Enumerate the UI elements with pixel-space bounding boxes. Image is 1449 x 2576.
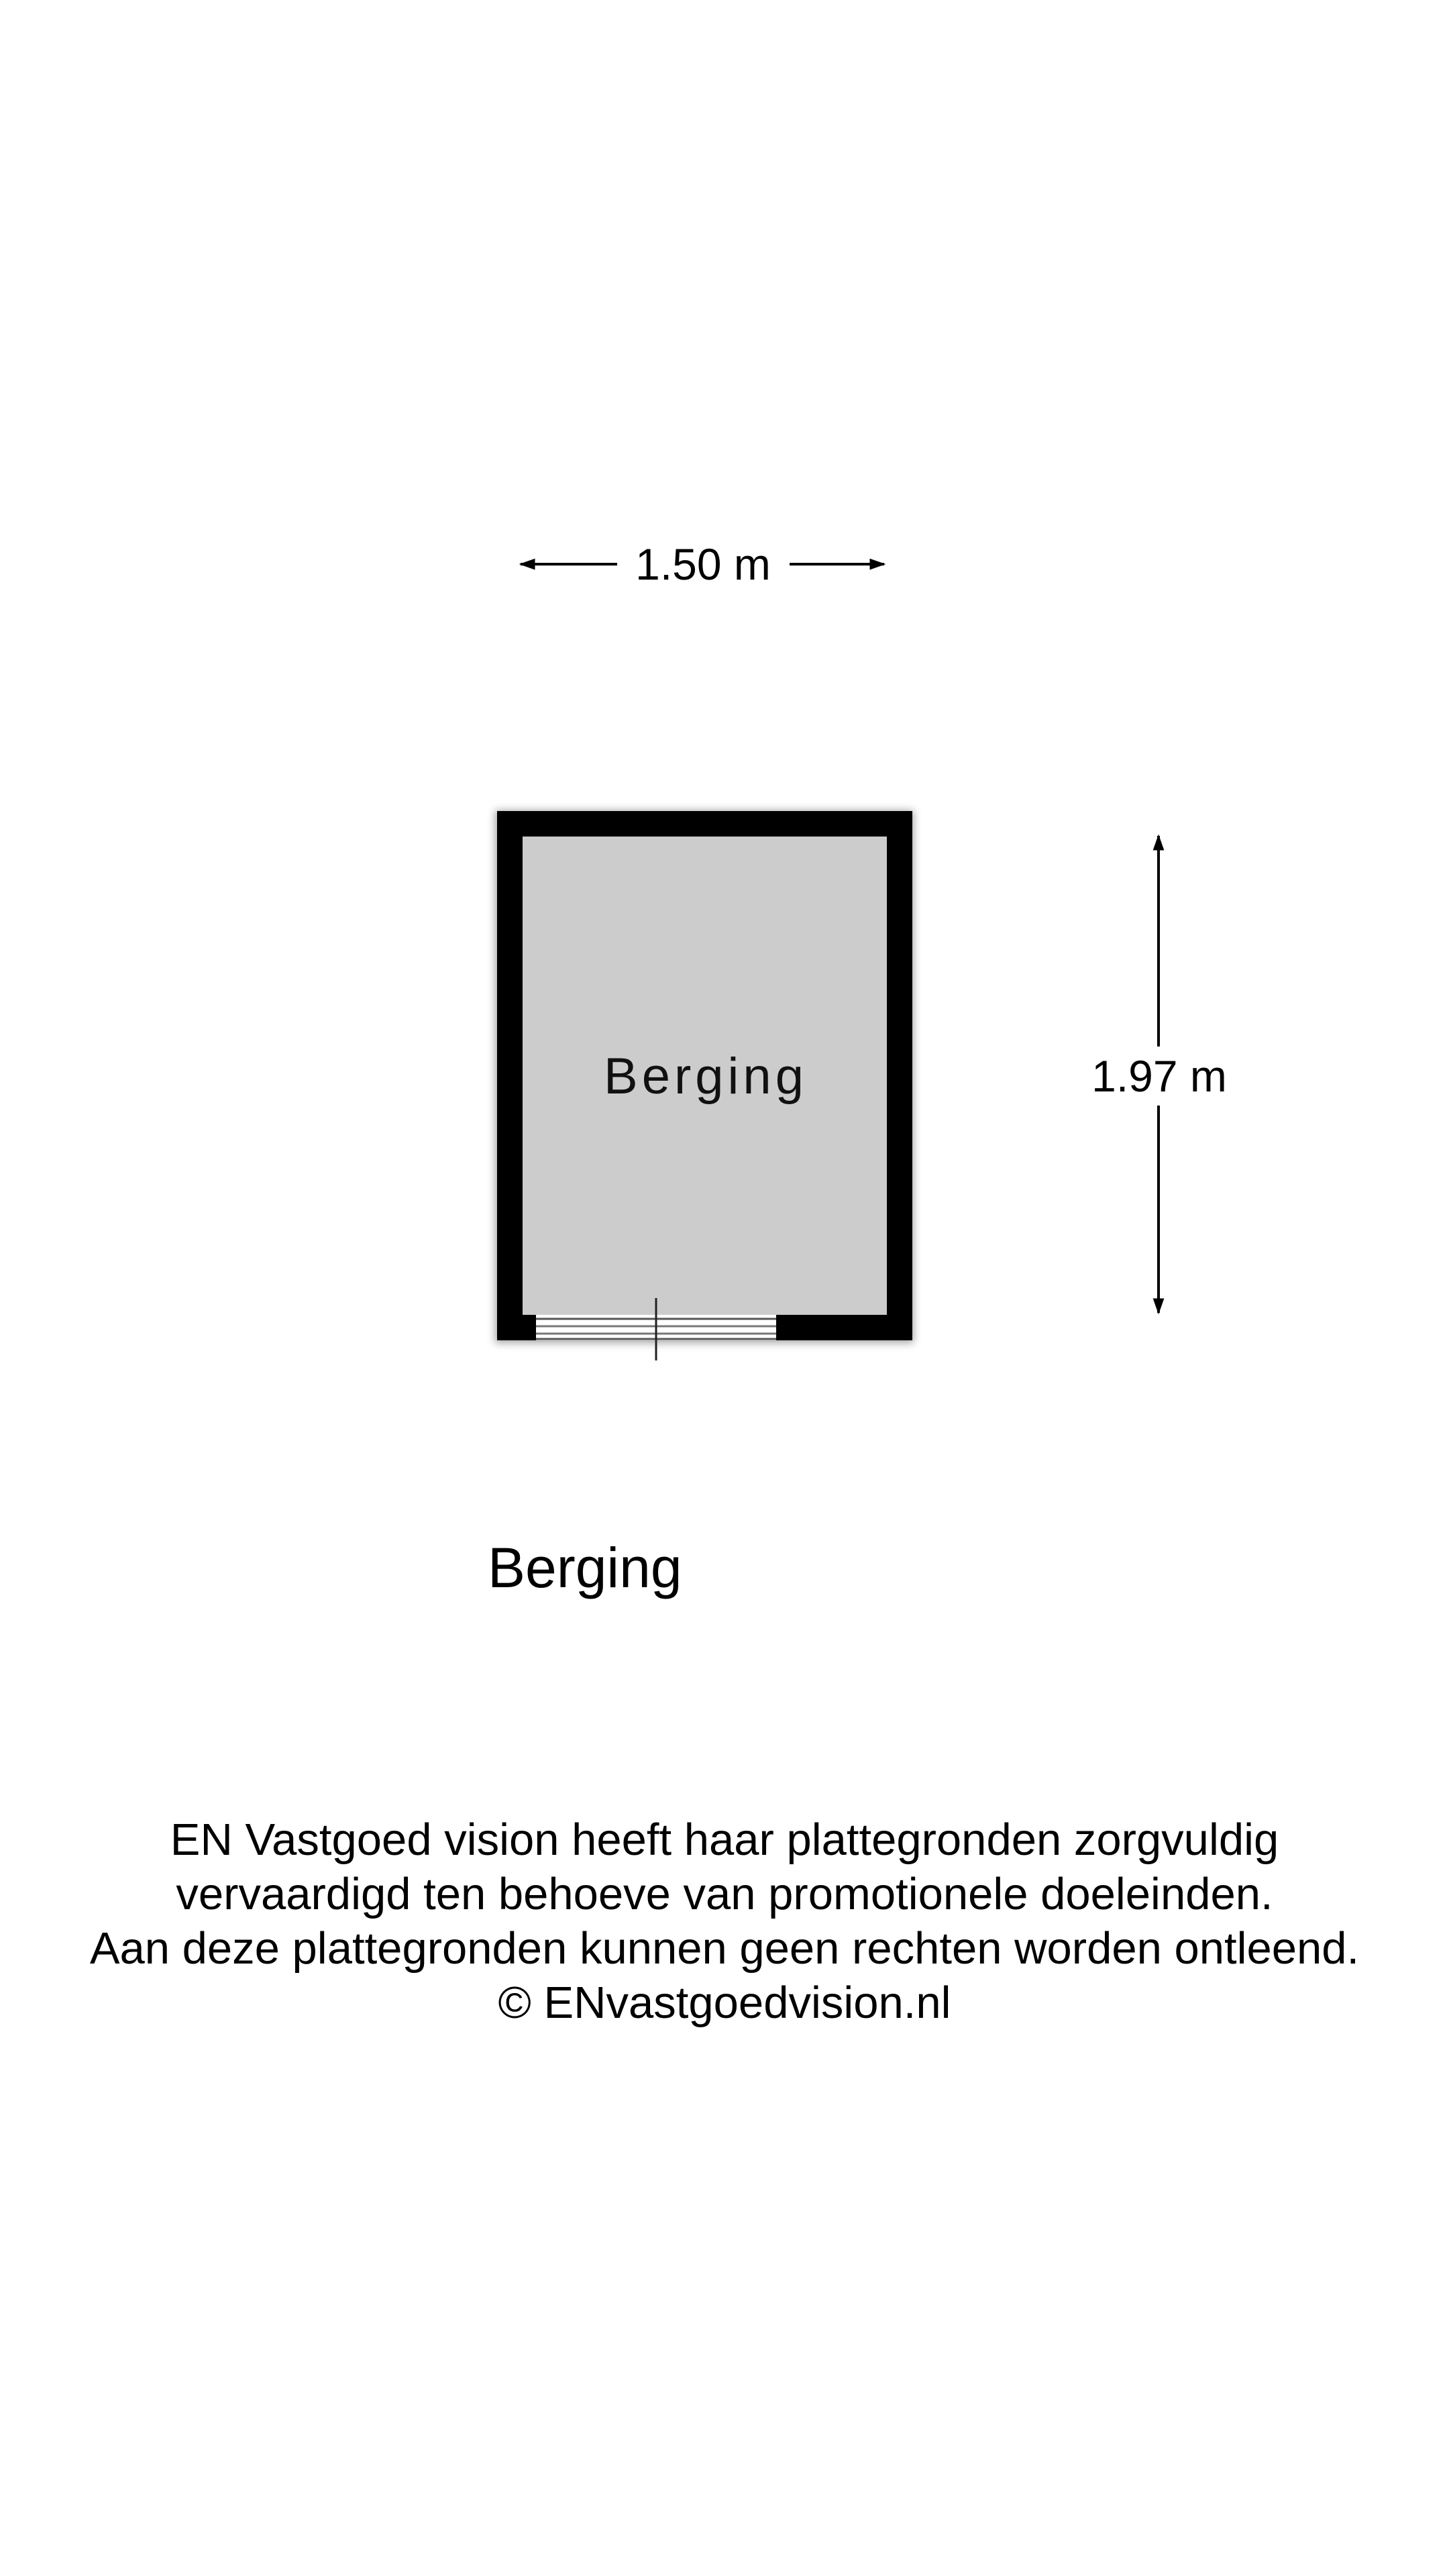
disclaimer-line: EN Vastgoed vision heeft haar plattegronden zorgvuldig: [170, 1815, 1279, 1865]
disclaimer: [0, 1813, 1449, 2030]
height-dimension: [1091, 836, 1227, 1313]
disclaimer-line: vervaardigd ten behoeve van promotionele doeleinden.: [176, 1869, 1273, 1919]
room-berging: [495, 810, 914, 1360]
height-dimension-label: 1.97 m: [1091, 1051, 1227, 1101]
width-dimension-label: 1.50 m: [635, 539, 771, 589]
width-dimension: [521, 539, 884, 589]
room-label: Berging: [604, 1048, 808, 1105]
disclaimer-line: Aan deze plattegronden kunnen geen rechten worden ontleend.: [89, 1923, 1360, 1974]
floor-title: Berging: [488, 1536, 682, 1599]
copyright-line: © ENvastgoedvision.nl: [498, 1978, 951, 2028]
